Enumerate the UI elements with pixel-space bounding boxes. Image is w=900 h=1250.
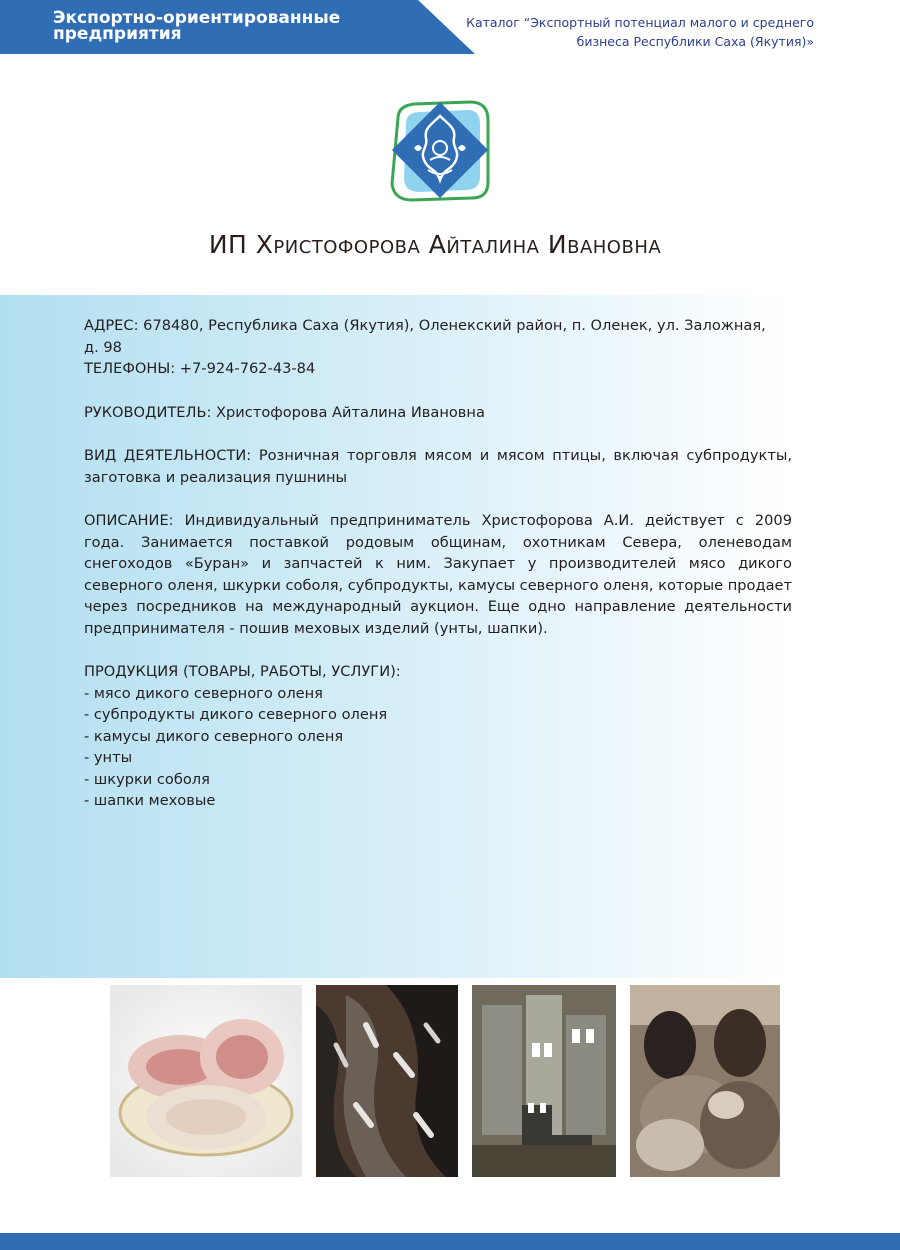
product-item: - унты (84, 749, 133, 766)
photo-fur-pelts (316, 985, 458, 1177)
description-label: ОПИСАНИЕ: (84, 512, 174, 529)
activity-value: Розничная торговля мясом и мясом птицы, включая субпродукты, заготовка и реализация пушнины (84, 447, 792, 486)
head-value: Христофорова Айталина Ивановна (216, 403, 485, 421)
section-title: Экспортно-ориентированные предприятия (53, 8, 341, 44)
catalog-title (454, 13, 814, 51)
address-line-cont: д. 98 (84, 338, 122, 356)
head-label: РУКОВОДИТЕЛЬ: (84, 403, 212, 421)
yakut-ornament-logo-icon (384, 98, 494, 203)
activity-label: ВИД ДЕЯТЕЛЬНОСТИ: (84, 447, 252, 464)
product-item: - шапки меховые (84, 792, 216, 809)
company-info (84, 315, 792, 812)
head-line (84, 402, 792, 424)
address-line (84, 315, 792, 337)
product-item: - субпродукты дикого северного оленя (84, 706, 388, 723)
phones-line (84, 358, 792, 380)
catalog-title-line-1: Каталог “Экспортный потенциал малого и среднего (466, 15, 814, 30)
product-item: - мясо дикого северного оленя (84, 684, 323, 702)
product-item: - шкурки соболя (84, 770, 210, 788)
address-label: АДРЕС: (84, 317, 139, 334)
products-list (84, 683, 792, 812)
phones-value: +7-924-762-43-84 (179, 360, 316, 377)
catalog-title-line-2: бизнеса Республики Саха (Якутия)» (576, 34, 814, 49)
activity-line (84, 445, 792, 488)
address-value: 678480, Республика Саха (Якутия), Оленекский район, п. Оленек, ул. Заложная, (143, 317, 766, 334)
product-item: - камусы дикого северного оленя (84, 727, 344, 745)
description-line (84, 510, 792, 639)
description-value: Индивидуальный предприниматель Христофорова А.И. действует с 2009 года. Занимается поставкой родовым общинам, охотникам Севера, оленеводам снегоходов «Буран» и запчастей к ним. Закупает у производителей мясо дикого северного оленя, шкурки соболя, субпродукты, камусы северного оленя, которые продает через посредников на международный аукцион. Еще одно направление деятельности предпринимателя - пошив меховых изделий (унты, шапки). (84, 512, 792, 637)
company-name: ИП Христофорова Айталина Ивановна (208, 230, 662, 259)
phones-label: ТЕЛЕФОНЫ: (84, 360, 176, 377)
photo-meat (110, 985, 302, 1177)
footer-bar (0, 1233, 900, 1250)
products-label: ПРОДУКЦИЯ (ТОВАРЫ, РАБОТЫ, УСЛУГИ): (84, 663, 401, 680)
photo-fur-hats (630, 985, 780, 1177)
photo-fur-boots (472, 985, 616, 1177)
